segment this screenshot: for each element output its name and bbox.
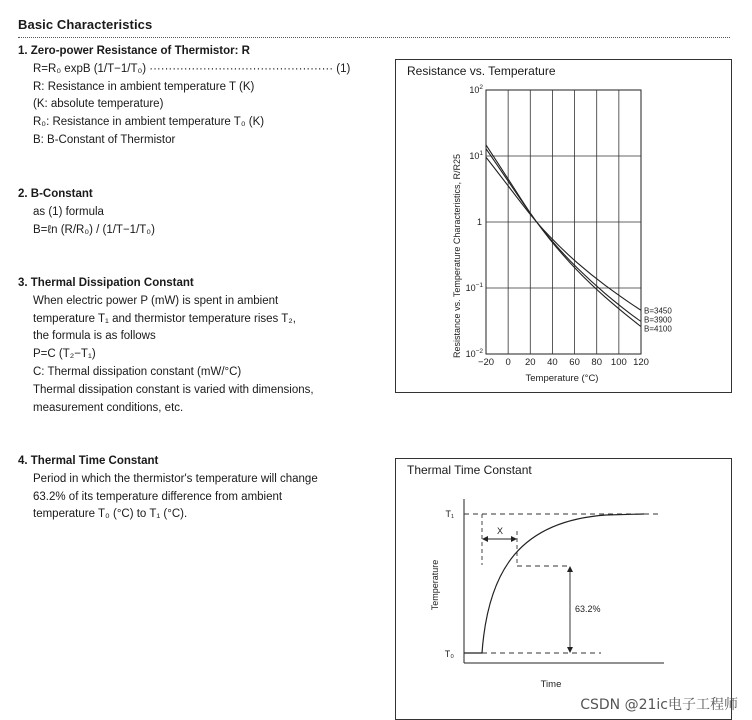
rt-x-tick-label: 60: [569, 357, 580, 368]
text-line: Thermal dissipation constant is varied with dimensions,: [33, 383, 314, 396]
rt-y-axis-label: Resistance vs. Temperature Characteristics, R/R25: [452, 154, 462, 358]
temperature-response-curve: [464, 514, 644, 653]
x-label: X: [496, 526, 504, 536]
formula-line: P=C (T₂−T₁): [33, 348, 96, 361]
rt-series-label: B=4100: [644, 324, 672, 334]
rt-x-tick-label: 80: [591, 357, 603, 368]
text-line: as (1) formula: [33, 205, 104, 218]
section-heading: 1. Zero-power Resistance of Thermistor: R: [18, 45, 250, 57]
section-heading: 2. B-Constant: [18, 188, 93, 200]
tc-chart-title: Thermal Time Constant: [407, 463, 532, 477]
rt-x-tick-label: 40: [547, 357, 558, 368]
text-line: temperature T₀ (°C) to T₁ (°C).: [33, 508, 188, 521]
rt-y-tick-label: 1: [476, 217, 482, 227]
rt-series-curve: [486, 149, 641, 322]
rt-x-tick-label: 0: [505, 357, 511, 368]
rt-curves: [486, 145, 641, 327]
section-b-constant: [18, 186, 155, 239]
rt-x-tick-label: 100: [610, 357, 627, 368]
pct-arrow-top: [567, 566, 573, 572]
t0-label: T₀: [444, 649, 454, 659]
rt-x-tick-label: 20: [524, 357, 536, 368]
title-divider: [18, 37, 730, 38]
section-thermal-dissipation: [18, 275, 314, 417]
text-line: When electric power P (mW) is spent in ambient: [33, 294, 279, 307]
formula-line: B=ℓn (R/R₀) / (1/T−1/T₀): [33, 223, 155, 236]
rt-y-tick-label: $10^2$: [469, 84, 483, 95]
text-line: R₀: Resistance in ambient temperature T₀ (K): [33, 116, 265, 129]
rt-series-curve: [486, 145, 641, 327]
text-line: (K: absolute temperature): [33, 98, 164, 111]
tc-chart: [396, 459, 731, 719]
x-arrow-left: [482, 536, 488, 542]
section-thermal-time-constant: [18, 453, 318, 524]
section-zero-power-resistance: [18, 43, 350, 150]
section-heading: 4. Thermal Time Constant: [18, 455, 159, 467]
rt-grid: [486, 90, 641, 354]
rt-x-axis-label: Temperature (°C): [525, 373, 599, 384]
rt-series-label: B=3900: [644, 315, 672, 325]
page-title: Basic Characteristics: [18, 17, 153, 32]
rt-y-tick-label: $10^{-1}$: [465, 282, 483, 293]
x-arrow-right: [511, 536, 517, 542]
rt-series-label: B=3450: [644, 306, 672, 316]
t1-label: T₁: [445, 509, 454, 519]
text-line: measurement conditions, etc.: [33, 401, 184, 414]
rt-chart-title: Resistance vs. Temperature: [407, 64, 556, 78]
tc-y-axis-label: Temperature: [430, 559, 440, 611]
formula-line: R=R₀ expB (1/T−1/T₀) ················································ (1): [33, 62, 351, 75]
rt-chart-panel: [395, 59, 732, 393]
text-line: the formula is as follows: [33, 330, 156, 343]
rt-chart: [396, 60, 731, 392]
rt-x-tick-label: 120: [633, 357, 649, 368]
tc-chart-panel: [395, 458, 732, 720]
rt-x-tick-label: −20: [477, 357, 495, 368]
section-heading: 3. Thermal Dissipation Constant: [18, 277, 194, 289]
text-line: 63.2% of its temperature difference from ambient: [33, 490, 283, 503]
rt-y-tick-label: $10^1$: [469, 150, 483, 161]
text-line: Period in which the thermistor's temperature will change: [33, 472, 318, 485]
text-line: R: Resistance in ambient temperature T (K): [33, 80, 255, 93]
watermark: CSDN @21ic电子工程师: [580, 697, 738, 713]
text-line: C: Thermal dissipation constant (mW/°C): [33, 365, 242, 378]
tc-x-axis-label: Time: [540, 679, 562, 690]
pct-label: 63.2%: [575, 604, 601, 614]
rt-y-tick-label: $10^{-2}$: [465, 348, 483, 359]
text-line: temperature T₁ and thermistor temperature rises T₂,: [33, 312, 296, 325]
text-line: B: B-Constant of Thermistor: [33, 133, 176, 146]
pct-arrow-bottom: [567, 647, 573, 653]
